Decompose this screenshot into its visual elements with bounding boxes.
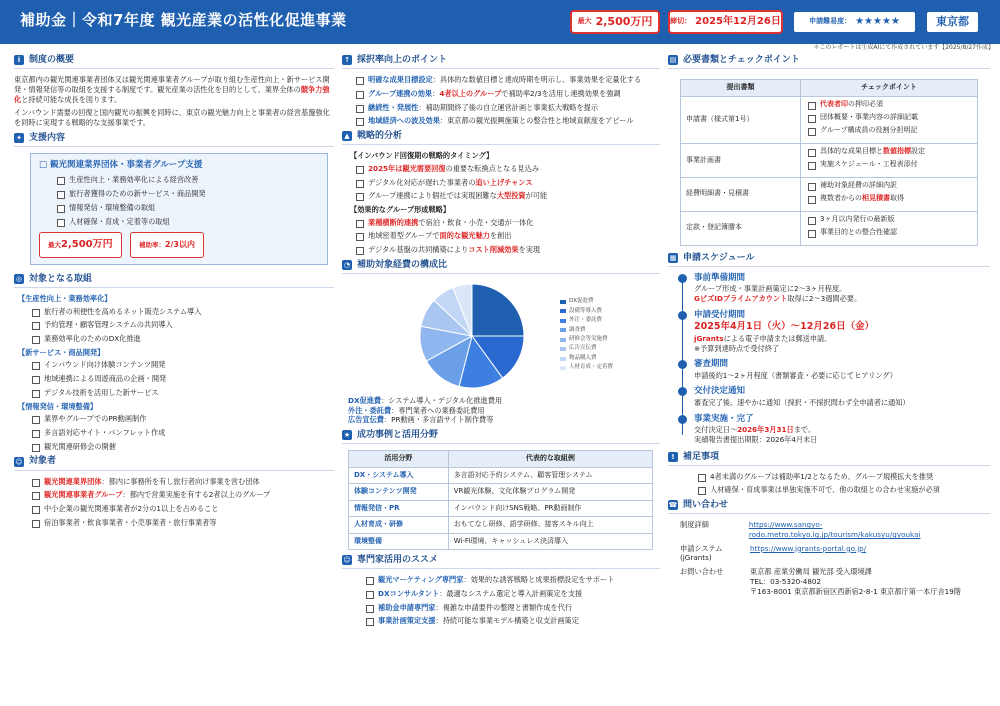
list-item: 業務効率化のためのDX化推進	[32, 334, 334, 344]
list-item: 事業計画策定支援：持続可能な事業モデル構築と収支計画策定	[366, 616, 660, 626]
target-group-heading: 【生産性向上・業務効率化】	[18, 293, 112, 303]
handshake-icon: ✦	[14, 133, 24, 143]
list-item: 中小企業の観光関連事業者が2分の1以上を占めること	[32, 504, 334, 514]
list-item: 業種横断的連携で宿泊・飲食・小売・交通が一体化	[356, 218, 660, 228]
table-row: 情報発信・PR インバウンド向けSNS戦略、PR動画制作	[349, 500, 653, 516]
list-item: 人材確保・育成事業は単独実施不可で、他の取組との合わせ実施が必須	[698, 485, 990, 495]
costs-heading: ◔ 補助対象経費の構成比	[342, 259, 660, 274]
list-item: 4者未満のグループは補助率1/2となるため、グループ規模拡大を推奨	[698, 472, 990, 482]
arrow-up-icon: ↑	[342, 55, 352, 65]
overview-heading: i 制度の概要	[14, 54, 334, 69]
schedule-step: 事前準備期間 グループ形成・事業計画策定に2〜3ヶ月程度。 GビズIDプライムアカウント取得に2〜3週間必要。	[676, 273, 990, 304]
header-bar	[0, 0, 1000, 44]
legend-item: DX促進費	[560, 298, 613, 305]
legend-item: 外注・委託費	[560, 317, 613, 324]
calendar-icon: ▦	[669, 253, 677, 262]
schedule-timeline	[676, 273, 990, 445]
left-column	[14, 50, 334, 532]
contact-heading: ☎ 問い合わせ	[668, 499, 990, 514]
support-box	[30, 153, 328, 265]
legend-item: 人材育成・定着費	[560, 364, 613, 371]
points-heading: ↑ 採択率向上のポイント	[342, 54, 660, 69]
info-icon: i	[14, 55, 24, 65]
schedule-step: 交付決定通知 審査完了後、速やかに通知（採択・不採択問わず全申請者に通知）	[676, 386, 990, 407]
chart-icon: ▲	[342, 131, 352, 141]
people-icon: ☺	[15, 457, 23, 466]
docs-heading: ▤ 必要書類とチェックポイント	[668, 54, 990, 69]
table-row: 経費明細書・見積書 補助対象経費の詳細内訳 複数者からの相見積書取得	[681, 177, 978, 211]
list-item: 情報発信・環境整備の取組	[57, 203, 319, 213]
schedule-step: 事業実施・完了 交付決定日〜2026年3月31日まで。 実績報告書提出期限：2026年4月末日	[676, 414, 990, 445]
list-item: 地域連携による周遊商品の企画・開発	[32, 374, 334, 384]
table-header: 提出書類	[681, 80, 801, 96]
document-icon: ▤	[669, 56, 677, 65]
trophy-icon: ★	[343, 431, 351, 440]
middle-column	[342, 50, 660, 630]
support-box-title: □ 観光関連業界団体・事業者グループ支援	[39, 159, 203, 170]
supplement-heading: ! 補足事項	[668, 451, 990, 466]
max-amount-chip: 最大2,500万円	[39, 232, 122, 258]
table-header: 活用分野	[349, 451, 449, 467]
pie-icon: ◔	[343, 260, 351, 269]
page-title: 補助金｜令和7年度 観光産業の活性化促進事業	[20, 11, 347, 29]
cost-pie-chart	[342, 280, 562, 392]
list-item: デジタル化対応が遅れた事業者の追い上げチャンス	[356, 178, 660, 188]
legend-item: 物品購入費	[560, 355, 613, 362]
schedule-step: 審査期間 申請後約1〜2ヶ月程度（書類審査・必要に応じてヒアリング）	[676, 359, 990, 380]
list-item: 観光マーケティング専門家：効果的な誘客戦略と成果指標設定をサポート	[366, 575, 660, 585]
list-item: DXコンサルタント：最適なシステム選定と導入計画策定を支援	[366, 589, 660, 599]
deadline-badge: 締切： 2025年12月26日	[668, 10, 783, 34]
eligible-heading: ☺ 対象者	[14, 455, 334, 470]
person-icon: ☺	[343, 556, 351, 565]
cases-table	[348, 450, 653, 550]
list-item: デジタル技術を活用した新サービス	[32, 388, 334, 398]
generated-note: ＊このレポートは生成AIにて作成されています【2025/8/27作成】	[813, 44, 994, 51]
list-item: 2025年は観光需要回復の重要な転換点となる見込み	[356, 164, 660, 174]
max-amount-badge: 最大 2,500万円	[570, 10, 660, 34]
strategy-heading: ▲ 戦略的分析	[342, 130, 660, 145]
list-item: グループ連携により個社では実現困難な大型投資が可能	[356, 191, 660, 201]
list-item: 観光関連研修会の開催	[32, 442, 334, 452]
list-item: 継続性・発展性：補助期間終了後の自立運営計画と事業拡大戦略を提示	[356, 103, 660, 113]
cost-notes: DX促進費：システム導入・デジタル化推進費用 外注・委託費：専門業者への業務委託費用 広告宣伝費：PR動画・多言語サイト制作費等	[348, 396, 503, 425]
target-group-heading: 【情報発信・環境整備】	[18, 401, 98, 411]
list-item: グループ連携の効果：4者以上のグループで補助率2/3を活用し連携効果を強調	[356, 89, 660, 99]
overview-paragraph: 東京都内の観光関連事業者団体又は観光関連事業者グループが取り組む生産性向上・新サービス開発・情報発信等の取組を支援する制度です。観光産業の活性化を目的として、業界全体の競争力強化と持続可能な成長を図ります。	[14, 75, 330, 104]
list-item: 宿泊事業者・飲食事業者・小売事業者・旅行事業者等	[32, 518, 334, 528]
link-jgrants[interactable]: https://www.jgrants-portal.go.jp/	[750, 543, 867, 553]
region-badge: 東京都	[925, 10, 980, 34]
experts-heading: ☺ 専門家活用のススメ	[342, 554, 660, 569]
list-item: 地域密着型グループで面的な観光魅力を創出	[356, 231, 660, 241]
table-row: 人材育成・研修 おもてなし研修、語学研修、接客スキル向上	[349, 517, 653, 533]
list-item: デジタル基盤の共同構築によりコスト削減効果を実現	[356, 245, 660, 255]
list-item: 予約管理・顧客管理システムの共同導入	[32, 320, 334, 330]
list-item: 人材確保・育成・定着等の取組	[57, 217, 319, 227]
schedule-step: 申請受付期間 2025年4月1日（火）〜12月26日（金） jGrantsによる電子申請または郵送申請。 ※予算到達時点で受付終了	[676, 310, 990, 354]
table-row: 申請書（様式第1号） 代表者印の押印必須 団体概要・事業内容の詳細記載 グループ構成員の役割分担明記	[681, 96, 978, 143]
schedule-heading: ▦ 申請スケジュール	[668, 252, 990, 267]
table-row: 体験コンテンツ開発 VR観光体験、文化体験プログラム開発	[349, 484, 653, 500]
table-header: 代表的な取組例	[448, 451, 652, 467]
legend-item: 研修会等実施費	[560, 336, 613, 343]
strategy-subheading: 【効果的なグループ形成戦略】	[350, 205, 451, 215]
strategy-subheading: 【インバウンド回復期の戦略的タイミング】	[350, 151, 494, 161]
cases-heading: ★ 成功事例と活用分野	[342, 429, 660, 444]
target-group-heading: 【新サービス・商品開発】	[18, 347, 105, 357]
pie-slice	[472, 284, 524, 336]
legend-item: 設備等導入費	[560, 308, 613, 315]
list-item: 旅行者獲得のための新サービス・商品開発	[57, 189, 319, 199]
legend-item: 広告宣伝費	[560, 345, 613, 352]
target-icon: ◎	[15, 274, 23, 283]
docs-table	[680, 79, 978, 245]
list-item: 観光関連業界団体：都内に事務所を有し旅行者向け事業を営む団体	[32, 477, 334, 487]
list-item: インバウンド向け体験コンテンツ開発	[32, 360, 334, 370]
list-item: 観光関連事業者グループ：都内で営業実施を有する2者以上のグループ	[32, 490, 334, 500]
alert-icon: !	[668, 452, 678, 462]
legend-item: 調査費	[560, 327, 613, 334]
table-row: 環境整備 Wi-Fi環境、キャッシュレス決済導入	[349, 533, 653, 549]
list-item: 生産性向上・業務効率化による経営改善	[57, 175, 319, 185]
list-item: 旅行者の利便性を高めるネット販売システム導入	[32, 307, 334, 317]
overview-paragraph-2: インバウンド需要の回復と国内観光の振興を同時に、東京の観光魅力向上と事業者の経営基盤強化を同時に実現する戦略的な支援事業です。	[14, 108, 330, 128]
support-list	[57, 175, 319, 226]
subsidy-rate-chip: 補助率：2/3以内	[130, 232, 204, 258]
pie-legend	[560, 298, 613, 373]
contact-block: 制度詳細 https://www.sangyo-rodo.metro.tokyo.lg.jp/tourism/kakusyu/gyoukai 申請システム (jGrants) https://www.jgrants-portal.go.jp/ お問い合わせ 東京都 産業労働局 観光部 受入環境課 TEL：03-5320-4802 〒163-8001 東京都新宿区西新宿2-8-1 東京都庁第一本庁舎19階	[680, 520, 990, 596]
list-item: 補助金申請専門家：複雑な申請要件の整理と書類作成を代行	[366, 603, 660, 613]
list-item: 多言語対応サイト・パンフレット作成	[32, 428, 334, 438]
list-item: 業界やグループでのPR動画制作	[32, 414, 334, 424]
link-detail[interactable]: https://www.sangyo-rodo.metro.tokyo.lg.jp/tourism/kakusyu/gyoukai	[748, 520, 921, 539]
table-header: チェックポイント	[801, 80, 978, 96]
table-row: 定款・登記簿謄本 3ヶ月以内発行の最新版 事業目的との整合性確認	[681, 211, 978, 245]
right-column	[668, 50, 990, 600]
phone-icon: ☎	[668, 501, 678, 510]
table-row: 事業計画書 具体的な成果目標と数値指標設定 実施スケジュール・工程表添付	[681, 143, 978, 177]
support-heading: ✦ 支援内容	[14, 132, 334, 147]
table-row: DX・システム導入 多言語対応予約システム、顧客管理システム	[349, 467, 653, 483]
difficulty-badge: 申請難易度： ★★★★★	[792, 10, 917, 34]
list-item: 地域経済への波及効果：東京都の観光振興施策との整合性と地域貢献度をアピール	[356, 116, 660, 126]
targets-heading: ◎ 対象となる取組	[14, 273, 334, 288]
list-item: 明確な成果目標設定：具体的な数値目標と達成時期を明示し、事業効果を定量化する	[356, 75, 660, 85]
